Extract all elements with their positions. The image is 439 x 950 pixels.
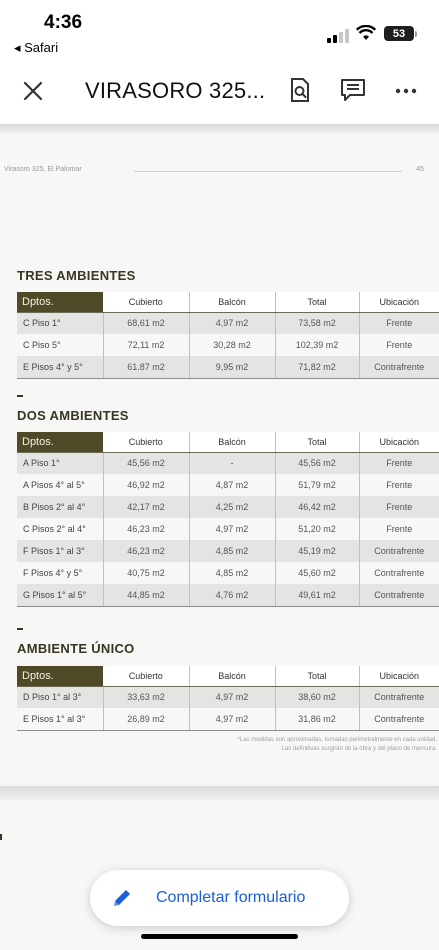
signal-icon [327,29,349,43]
cell-balcon: 4,85 m2 [189,540,275,562]
table-row [17,312,439,334]
footnote [137,736,437,754]
cell-balcon: 4,85 m2 [189,562,275,584]
document-search-icon[interactable] [286,76,314,104]
table-row [17,474,439,496]
footnote-line-2: Las definitivas surgirán de la obra y del plano de mensura. [281,746,437,752]
cell-total: 31,86 m2 [275,708,359,730]
status-time: 4:36 [44,12,83,33]
cell-ubicacion: Frente [359,312,439,334]
cell-balcon: 4,87 m2 [189,474,275,496]
footnote-line-1: *Las medidas son aproximadas, tomadas perimetralmente en cada unidad. [237,737,437,743]
cell-total: 45,19 m2 [275,540,359,562]
table-row [17,356,439,378]
cell-dpto: F Pisos 1° al 3° [17,540,103,562]
cell-ubicacion: Contrafrente [359,584,439,606]
cell-dpto: F Pisos 4° y 5° [17,562,103,584]
cell-cubierto: 45,56 m2 [103,452,189,474]
cell-dpto: B Pisos 2° al 4° [17,496,103,518]
section-title-tres-ambientes: TRES AMBIENTES [17,268,136,283]
cell-total: 71,82 m2 [275,356,359,378]
column-header-ubicacion: Ubicación [359,292,439,312]
close-icon[interactable] [20,78,46,104]
table-row [17,334,439,356]
column-header-dpto: Dptos. [17,666,103,686]
column-header-dpto: Dptos. [17,292,103,312]
cell-ubicacion: Frente [359,452,439,474]
status-bar [0,0,439,60]
comment-icon[interactable] [339,76,367,104]
cell-cubierto: 46,92 m2 [103,474,189,496]
cell-balcon: 9,95 m2 [189,356,275,378]
table-row [17,686,439,708]
cell-dpto: A Pisos 4° al 5° [17,474,103,496]
column-header-ubicacion: Ubicación [359,666,439,686]
cell-cubierto: 42,17 m2 [103,496,189,518]
cell-total: 51,20 m2 [275,518,359,540]
cell-total: 38,60 m2 [275,686,359,708]
cell-ubicacion: Frente [359,496,439,518]
battery-tip [415,31,417,37]
document-title: VIRASORO 325... [85,78,266,103]
column-header-balcon: Balcón [189,432,275,452]
page-header [4,166,434,180]
table-row [17,496,439,518]
column-header-balcon: Balcón [189,292,275,312]
cell-total: 73,58 m2 [275,312,359,334]
more-icon[interactable] [392,76,420,104]
cell-dpto: A Piso 1° [17,452,103,474]
cell-cubierto: 46,23 m2 [103,540,189,562]
cell-total: 46,42 m2 [275,496,359,518]
table-ambiente-unico [17,666,439,731]
table-row [17,452,439,474]
cell-balcon: 4,97 m2 [189,708,275,730]
home-indicator[interactable] [141,934,298,939]
pdf-page[interactable] [0,134,439,786]
table-row [17,584,439,606]
column-header-total: Total [275,292,359,312]
cell-cubierto: 33,63 m2 [103,686,189,708]
table-row [17,518,439,540]
cell-dpto: C Pisos 2° al 4° [17,518,103,540]
cell-ubicacion: Contrafrente [359,562,439,584]
cell-total: 102,39 m2 [275,334,359,356]
cell-cubierto: 68,61 m2 [103,312,189,334]
cell-dpto: E Pisos 1° al 3° [17,708,103,730]
cell-balcon: 4,97 m2 [189,518,275,540]
page-gap [0,786,439,800]
toolbar-shadow [0,124,439,134]
table-row [17,540,439,562]
cta-label: Completar formulario [156,889,306,906]
cell-ubicacion: Contrafrente [359,540,439,562]
table-row [17,708,439,730]
section-dash [17,628,23,630]
section-title-dos-ambientes: DOS AMBIENTES [17,408,129,423]
battery-indicator: 53 [384,26,414,41]
cell-total: 45,60 m2 [275,562,359,584]
cell-ubicacion: Contrafrente [359,356,439,378]
cell-total: 45,56 m2 [275,452,359,474]
cell-cubierto: 44,85 m2 [103,584,189,606]
wifi-icon [356,25,376,41]
pencil-icon [110,886,134,910]
page-number: 45 [416,166,424,173]
cell-cubierto: 26,89 m2 [103,708,189,730]
section-dash [17,395,23,397]
column-header-dpto: Dptos. [17,432,103,452]
table-row [17,562,439,584]
cell-dpto: C Piso 5° [17,334,103,356]
column-header-total: Total [275,432,359,452]
table-tres-ambientes [17,292,439,379]
cell-total: 49,61 m2 [275,584,359,606]
cell-balcon: - [189,452,275,474]
back-to-safari-link[interactable]: ◂ Safari [14,40,59,55]
cell-ubicacion: Contrafrente [359,686,439,708]
column-header-cubierto: Cubierto [103,666,189,686]
document-toolbar [0,60,439,124]
cell-balcon: 4,76 m2 [189,584,275,606]
cell-ubicacion: Frente [359,518,439,540]
page-header-rule [134,171,402,172]
cell-ubicacion: Contrafrente [359,708,439,730]
column-header-cubierto: Cubierto [103,432,189,452]
cell-dpto: E Pisos 4° y 5° [17,356,103,378]
cell-cubierto: 61.87 m2 [103,356,189,378]
cell-balcon: 4,25 m2 [189,496,275,518]
completar-formulario-button[interactable] [90,870,349,926]
page-header-address: Virasoro 325, El Palomar [4,166,82,173]
cell-total: 51,79 m2 [275,474,359,496]
section-title-ambiente-unico: AMBIENTE ÚNICO [17,641,135,656]
table-dos-ambientes [17,432,439,607]
cell-balcon: 4,97 m2 [189,312,275,334]
page-mark [0,834,2,840]
cell-cubierto: 46,23 m2 [103,518,189,540]
column-header-ubicacion: Ubicación [359,432,439,452]
column-header-cubierto: Cubierto [103,292,189,312]
cell-cubierto: 72,11 m2 [103,334,189,356]
cell-dpto: C Piso 1° [17,312,103,334]
cell-balcon: 4,97 m2 [189,686,275,708]
cell-balcon: 30,28 m2 [189,334,275,356]
cell-cubierto: 40,75 m2 [103,562,189,584]
column-header-balcon: Balcón [189,666,275,686]
cell-dpto: D Piso 1° al 3° [17,686,103,708]
cell-ubicacion: Frente [359,474,439,496]
cell-ubicacion: Frente [359,334,439,356]
cell-dpto: G Pisos 1° al 5° [17,584,103,606]
column-header-total: Total [275,666,359,686]
